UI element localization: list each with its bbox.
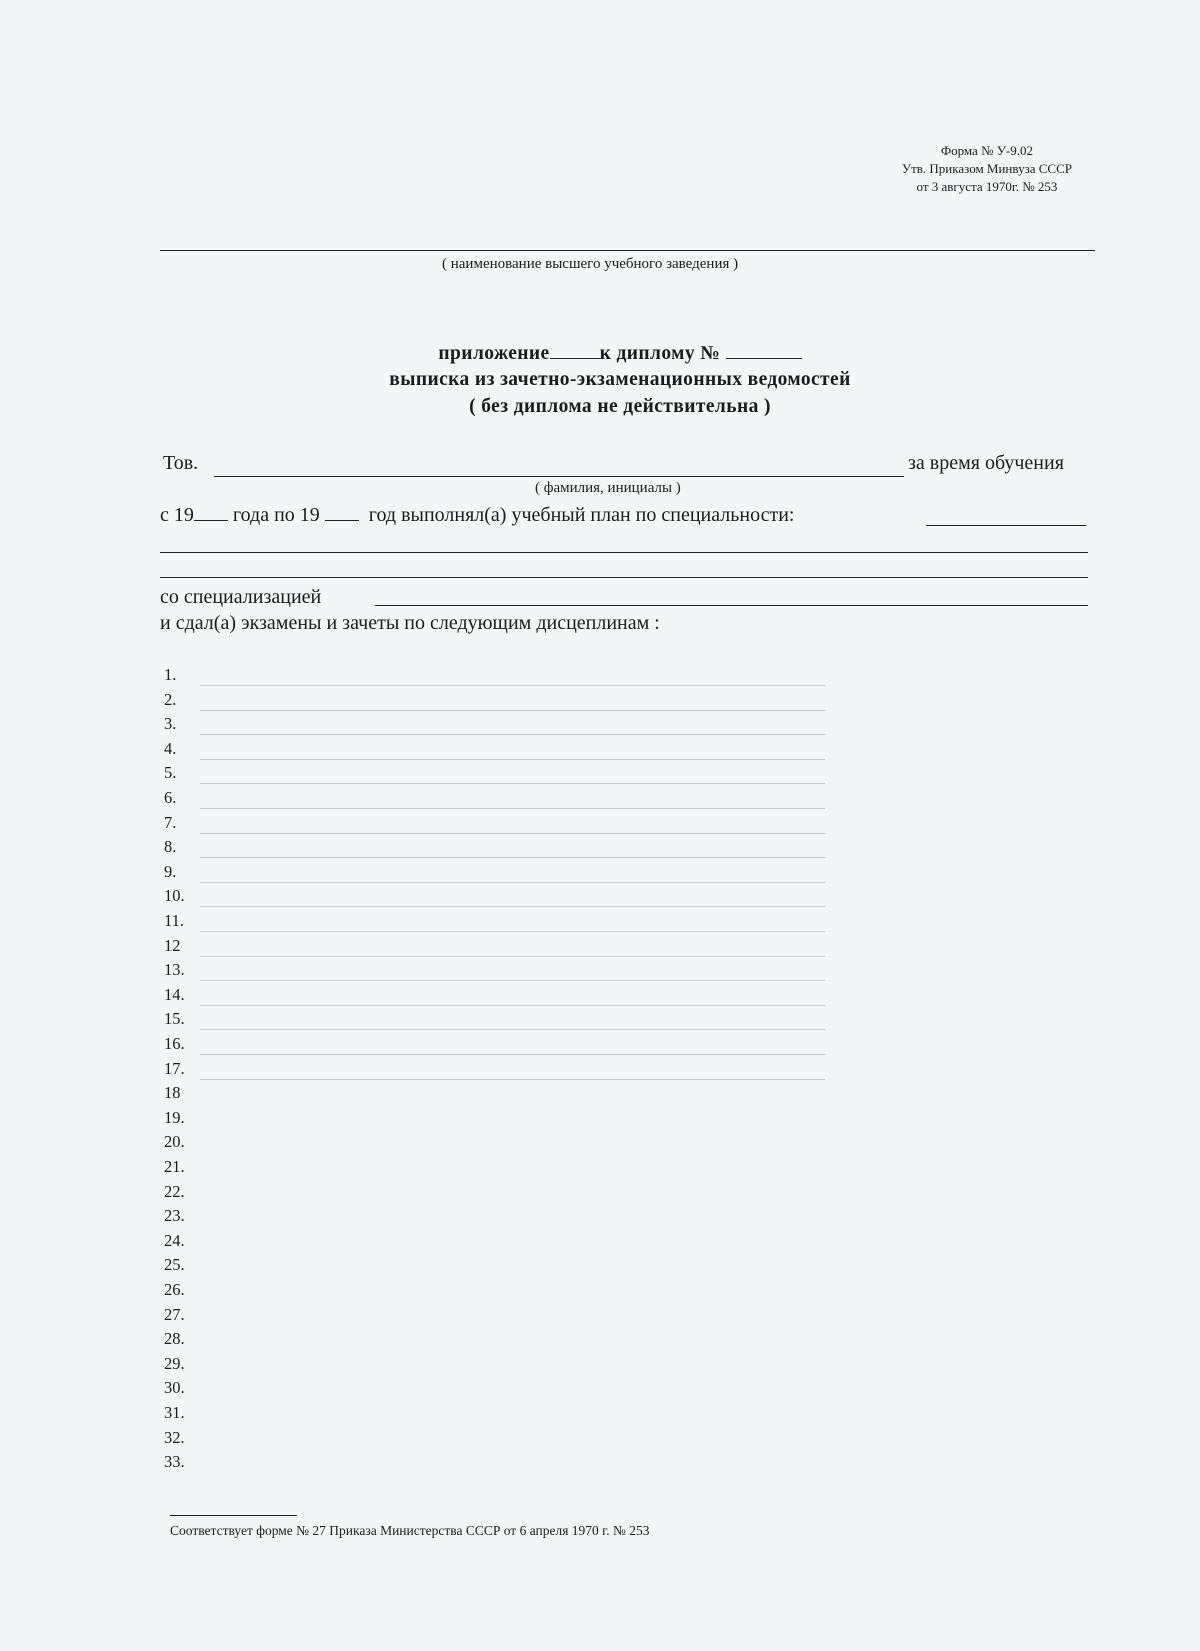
student-name-field[interactable]	[214, 476, 904, 477]
discipline-number: 5.	[164, 763, 177, 782]
discipline-number: 25.	[164, 1255, 185, 1274]
form-number: Форма № У-9.02	[940, 143, 1034, 158]
discipline-line[interactable]	[200, 931, 825, 932]
period-plan-label: год выполнял(а) учебный план по специальности:	[368, 504, 795, 526]
discipline-line[interactable]	[200, 808, 825, 809]
diploma-number-field[interactable]	[726, 342, 802, 359]
discipline-number: 11.	[164, 911, 185, 930]
institution-caption: ( наименование высшего учебного заведения )	[442, 256, 739, 272]
end-year-field[interactable]	[325, 504, 359, 521]
discipline-number: 10.	[164, 886, 185, 905]
discipline-number: 33.	[164, 1452, 185, 1471]
discipline-number: 32.	[164, 1428, 185, 1447]
specialty-field-line-2[interactable]	[160, 552, 1088, 553]
discipline-line[interactable]	[200, 857, 825, 858]
discipline-number: 27.	[164, 1305, 185, 1324]
appendix-number-field[interactable]	[550, 342, 600, 359]
discipline-line[interactable]	[200, 1054, 825, 1055]
discipline-number: 30.	[164, 1378, 185, 1397]
title-line-2: выписка из зачетно-экзаменационных ведомостей	[389, 369, 851, 390]
title-diploma-label: к диплому №	[599, 343, 721, 364]
discipline-line[interactable]	[200, 783, 825, 784]
discipline-number: 24.	[164, 1231, 185, 1250]
discipline-number: 15.	[164, 1009, 185, 1028]
discipline-line[interactable]	[200, 1029, 825, 1030]
discipline-number: 18	[164, 1083, 181, 1102]
discipline-line[interactable]	[200, 980, 825, 981]
discipline-number: 16.	[164, 1034, 185, 1053]
discipline-line[interactable]	[200, 1079, 825, 1080]
title-appendix-label: приложение	[438, 343, 550, 364]
specialty-field[interactable]	[926, 525, 1086, 526]
name-caption: ( фамилия, инициалы )	[535, 480, 681, 496]
specialization-label: со специализацией	[160, 586, 322, 608]
title-line-1	[0, 342, 1200, 365]
discipline-line[interactable]	[200, 833, 825, 834]
student-prefix: Тов.	[163, 452, 199, 474]
discipline-number: 17.	[164, 1059, 185, 1078]
discipline-number: 31.	[164, 1403, 185, 1422]
discipline-number: 28.	[164, 1329, 185, 1348]
discipline-line[interactable]	[200, 956, 825, 957]
discipline-line[interactable]	[200, 1005, 825, 1006]
discipline-number: 29.	[164, 1354, 185, 1373]
specialization-field[interactable]	[375, 605, 1088, 606]
discipline-number: 23.	[164, 1206, 185, 1225]
discipline-number: 14.	[164, 985, 185, 1004]
discipline-line[interactable]	[200, 759, 825, 760]
student-suffix: за время обучения	[908, 452, 1064, 474]
exams-intro: и сдал(а) экзамены и зачеты по следующим дисцеплинам :	[160, 612, 660, 634]
form-approved-by: Утв. Приказом Минвуза СССР	[901, 161, 1072, 176]
title-line-3: ( без диплома не действительна )	[469, 396, 771, 417]
discipline-number: 4.	[164, 739, 177, 758]
discipline-number: 3.	[164, 714, 177, 733]
form-approved-date: от 3 августа 1970г. № 253	[916, 179, 1058, 194]
period-to-label: года по 19	[232, 504, 320, 526]
specialty-field-line-3[interactable]	[160, 577, 1088, 578]
discipline-number: 21.	[164, 1157, 185, 1176]
footnote-rule	[170, 1515, 297, 1516]
start-year-field[interactable]	[194, 504, 228, 521]
discipline-number: 19.	[164, 1108, 185, 1127]
discipline-number: 8.	[164, 837, 177, 856]
discipline-number: 12	[164, 936, 181, 955]
discipline-number: 1.	[164, 665, 177, 684]
period-from-label: с 19	[160, 504, 194, 526]
discipline-line[interactable]	[200, 734, 825, 735]
discipline-number: 20.	[164, 1132, 185, 1151]
discipline-line[interactable]	[200, 710, 825, 711]
discipline-number: 7.	[164, 813, 177, 832]
discipline-number: 9.	[164, 862, 177, 881]
form-header	[902, 142, 1072, 196]
discipline-line[interactable]	[200, 685, 825, 686]
footnote: Соответствует форме № 27 Приказа Министерства СССР от 6 апреля 1970 г. № 253	[170, 1523, 650, 1538]
discipline-number: 26.	[164, 1280, 185, 1299]
period-line	[160, 504, 794, 527]
discipline-number: 22.	[164, 1182, 185, 1201]
discipline-number: 2.	[164, 690, 177, 709]
discipline-number: 13.	[164, 960, 185, 979]
institution-name-line[interactable]	[160, 250, 1095, 251]
discipline-line[interactable]	[200, 882, 825, 883]
discipline-line[interactable]	[200, 906, 825, 907]
discipline-number: 6.	[164, 788, 177, 807]
